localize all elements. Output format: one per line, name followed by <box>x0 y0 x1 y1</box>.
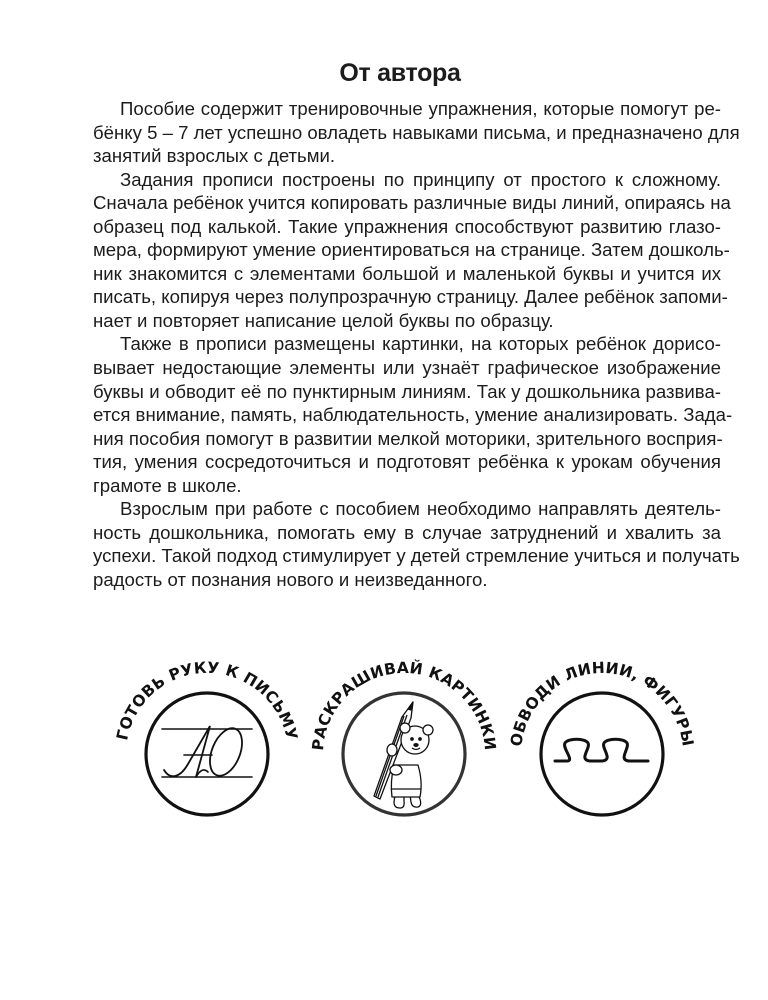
text-line: Взрослым при работе с пособием необходимо направлять деятель- <box>120 498 721 520</box>
text-line: занятий взрослых с детьми. <box>93 145 336 167</box>
text-line: радость от познания нового и неизведанного. <box>93 568 488 590</box>
text-line: вывает недостающие элементы или узнаёт графическое изображение <box>93 357 721 379</box>
text-line: успехи. Такой подход стимулирует у детей стремление учиться и получать <box>93 545 740 567</box>
text-line: ется внимание, память, наблюдательность, умение анализировать. Зада- <box>93 404 733 426</box>
text-line: ность дошкольника, помогать ему в случае затруднений и хвалить за <box>93 521 721 543</box>
text-line: Также в прописи размещены картинки, на которых ребёнок дорисо- <box>120 333 721 355</box>
page-title: От автора <box>339 59 461 87</box>
text-line: буквы и обводит её по пунктирным линиям. Так у дошкольника развива- <box>93 380 721 402</box>
text-line: тия, умения сосредоточиться и подготовят ребёнка к урокам обучения <box>93 451 721 473</box>
text-line: Задания прописи построены по принципу от простого к сложному. <box>120 168 721 190</box>
badge-trace-lines <box>507 659 697 815</box>
cursive-letters-icon <box>162 724 252 781</box>
bear-with-pencil-icon <box>374 702 433 808</box>
badge-circle <box>146 693 268 815</box>
text-line: грамоте в школе. <box>93 474 242 496</box>
badge-label: ГОТОВЬ РУКУ К ПИСЬМУ <box>113 658 301 742</box>
badge-label: РАСКРАШИВАЙ КАРТИНКИ <box>308 658 500 752</box>
text-line: Сначала ребёнок учится копировать различные виды линий, опираясь на <box>93 192 731 214</box>
text-line: Пособие содержит тренировочные упражнения, которые помогут ре- <box>120 98 721 119</box>
wavy-line-icon <box>555 739 648 761</box>
text-line: ник знакомится с элементами большой и маленькой буквы и учится их <box>93 262 721 284</box>
badge-circle <box>541 693 663 815</box>
text-line: нает и повторяет написание целой буквы по образцу. <box>93 309 554 331</box>
text-line: писать, копируя через полупрозрачную страницу. Далее ребёнок запоми- <box>93 286 728 308</box>
text-line: образец под калькой. Такие упражнения способствуют развитию глазо- <box>93 215 721 237</box>
badge-color-pictures <box>309 658 499 815</box>
text-line: ния пособия помогут в развитии мелкой моторики, зрительного восприя- <box>93 427 723 449</box>
badge-write-hand <box>113 659 301 815</box>
badge-label: ОБВОДИ ЛИНИИ, ФИГУРЫ <box>507 658 697 748</box>
text-line: мера, формируют умение ориентироваться на странице. Затем дошколь- <box>93 239 730 261</box>
text-line: бёнку 5 – 7 лет успешно овладеть навыками письма, и предназначено для <box>93 121 740 143</box>
